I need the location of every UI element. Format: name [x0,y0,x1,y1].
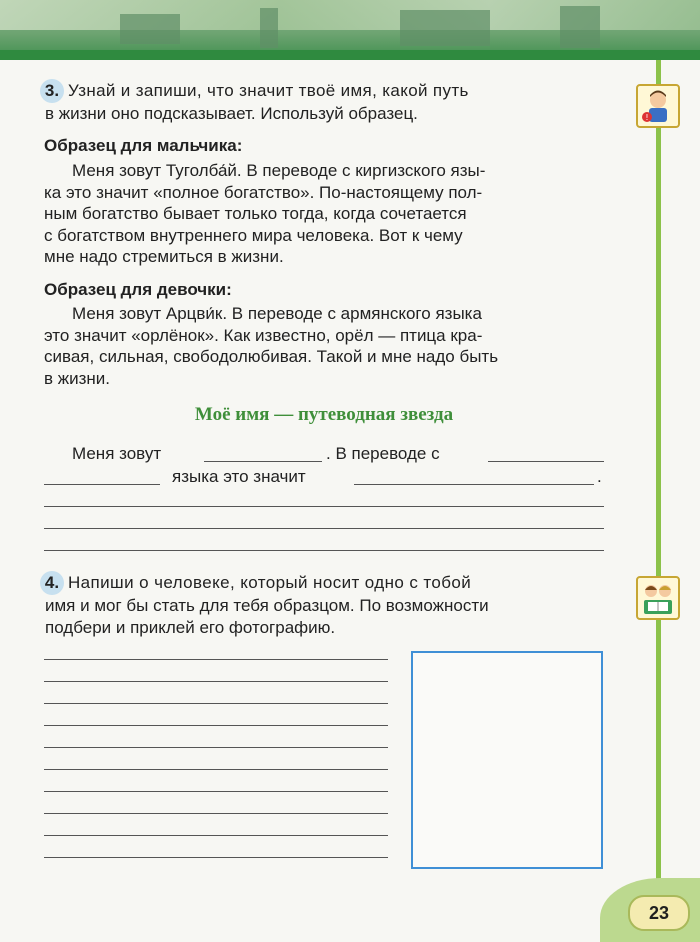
boy-line: ка это значит «полное богатство». По-настоящему пол- [44,182,483,202]
writing-line[interactable] [44,769,388,770]
writing-line[interactable] [44,835,388,836]
writing-line[interactable] [44,725,388,726]
writing-line[interactable] [44,791,388,792]
fill-text-part3: языка это значит [172,467,306,486]
boy-line: мне надо стремиться в жизни. [44,247,284,266]
girl-sample-text [44,303,604,389]
fill-text-part1: Меня зовут [72,444,162,463]
child-thinking-icon [636,84,680,128]
task4-line2: имя и мог бы стать для тебя образцом. По возможности [45,596,489,615]
task3-line1: Узнай и запиши, что значит твоё имя, какой путь [68,81,469,100]
svg-text:!: ! [645,113,649,122]
boy-line: ным богатство бывает только тогда, когда сочетается [44,204,467,223]
writing-line[interactable] [44,703,388,704]
task-number-badge: 3. [40,79,64,103]
boy-line: с богатством внутреннего мира человека. Вот к чему [44,225,463,245]
my-name-title: Моё имя — путеводная звезда [194,404,454,425]
writing-line[interactable] [44,681,388,682]
writing-line[interactable] [44,528,604,529]
meaning-blank-field[interactable] [354,484,594,485]
children-reading-icon [636,576,680,620]
boy-line: Меня зовут Туголба́й. В переводе с киргизского язы- [72,161,486,180]
language-blank-field[interactable] [488,461,604,462]
boy-sample-text [44,160,604,268]
writing-line[interactable] [44,813,388,814]
writing-line[interactable] [44,857,388,858]
language-blank-field-continued[interactable] [44,484,160,485]
writing-line[interactable] [44,550,604,551]
writing-line[interactable] [44,659,388,660]
girl-line: в жизни. [44,368,111,388]
margin-green-line [656,60,661,890]
fill-text-part2: . В переводе с [326,444,440,463]
girl-line: сивая, сильная, свободолюбивая. Такой и мне надо быть [44,347,499,366]
girl-line: Меня зовут Арцви́к. В переводе с армянского языка [72,304,482,323]
task4-line1: Напиши о человеке, который носит одно с тобой [68,573,472,592]
top-banner-image [0,0,700,60]
boy-sample-heading: Образец для мальчика: [44,136,243,155]
page-number: 23 [628,895,690,931]
task-number-badge: 4. [40,571,64,595]
task3-instruction [40,79,606,125]
girl-line: это значит «орлёнок». Как известно, орёл — птица кра- [44,325,483,345]
girl-sample-heading: Образец для девочки: [44,280,232,299]
task3-line2: в жизни оно подсказывает. Используй образец. [45,104,418,123]
task4-line3: подбери и приклей его фотографию. [45,618,336,637]
writing-line[interactable] [44,747,388,748]
fill-text-part4: . [597,467,602,486]
name-blank-field[interactable] [204,461,322,462]
task4-instruction [40,571,606,639]
writing-line[interactable] [44,506,604,507]
photo-frame[interactable] [411,651,603,869]
